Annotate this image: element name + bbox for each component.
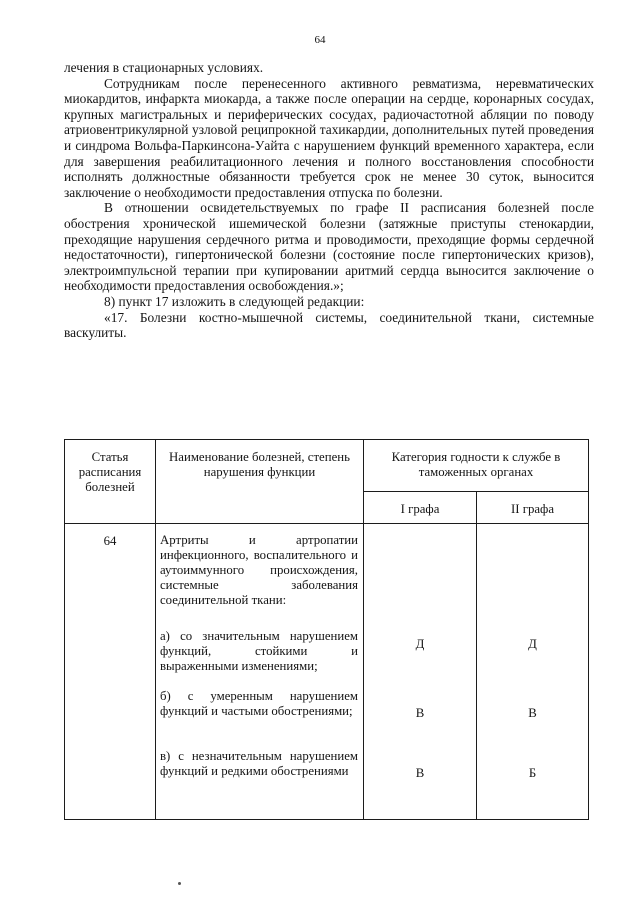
disease-cell — [156, 524, 364, 820]
paragraph-continuation: лечения в стационарных условиях. — [64, 60, 264, 75]
category-c-col1: В — [415, 766, 425, 780]
header-col2: II графа — [477, 492, 589, 524]
header-category: Категория годности к службе в таможенных органах — [364, 440, 589, 492]
paragraph-item-8: 8) пункт 17 изложить в следующей редакции: — [104, 293, 365, 309]
page-number: 64 — [314, 34, 326, 46]
header-disease: Наименование болезней, степень нарушения функции — [156, 440, 364, 524]
article-number: 64 — [65, 524, 156, 820]
category-c-col2: Б — [528, 766, 537, 780]
disease-schedule-table — [64, 439, 589, 820]
category-b-col1: В — [415, 706, 425, 720]
disease-intro: Артриты и артропатии инфекционного, воспалительного и аутоиммунного происхождения, системные заболевания соединительной ткани: — [160, 533, 358, 607]
disease-item-c: в) с незначительным нарушением функций и редкими обострениями — [160, 749, 358, 778]
header-article: Статья расписания болезней — [65, 440, 156, 524]
category-a-col2: Д — [528, 637, 537, 651]
body-text — [64, 60, 594, 341]
paragraph-item-17: «17. Болезни костно-мышечной системы, соединительной ткани, системные васкулиты. — [64, 309, 594, 341]
category-col2-cell — [477, 524, 589, 820]
category-b-col2: В — [528, 706, 537, 720]
table-row — [65, 524, 589, 820]
category-a-col1: Д — [415, 637, 425, 651]
disease-item-b: б) с умеренным нарушением функций и частыми обострениями; — [160, 689, 358, 718]
category-col1-cell — [364, 524, 477, 820]
paragraph-graph-ii: В отношении освидетельствуемых по графе II расписания болезней после обострения хронической ишемической болезни (затяжные приступы стенокардии, преходящие нарушения сердечного ритма и проводимости, преходящие формы сердечной недостаточности), гипертонической болезни (состояние после гипертонических кризов), электроимпульсной терапии при купировании аритмий сердца выносится заключение о необходимости предоставления освобождения.»; — [64, 200, 594, 294]
disease-item-a: а) со значительным нарушением функций, стойкими и выраженными изменениями; — [160, 629, 358, 673]
paragraph-rheumatism: Сотрудникам после перенесенного активного ревматизма, неревматических миокардитов, инфаркта миокарда, а также после операции на сердце, коронарных сосудах, крупных магистральных и периферических сосудах, радиочастотной абляции по поводу атриовентрикулярной узловой реципрокной тахикардии, дополнительных путей проведения и синдрома Вольфа-Паркинсона-Уайта с нарушением функций временного характера, если для завершения реабилитационного лечения и полного восстановления способности исполнять должностные обязанности требуется срок не менее 30 суток, выносится заключение о необходимости предоставления отпуска по болезни. — [64, 75, 594, 200]
header-col1: I графа — [364, 492, 477, 524]
scan-speck — [178, 882, 181, 885]
